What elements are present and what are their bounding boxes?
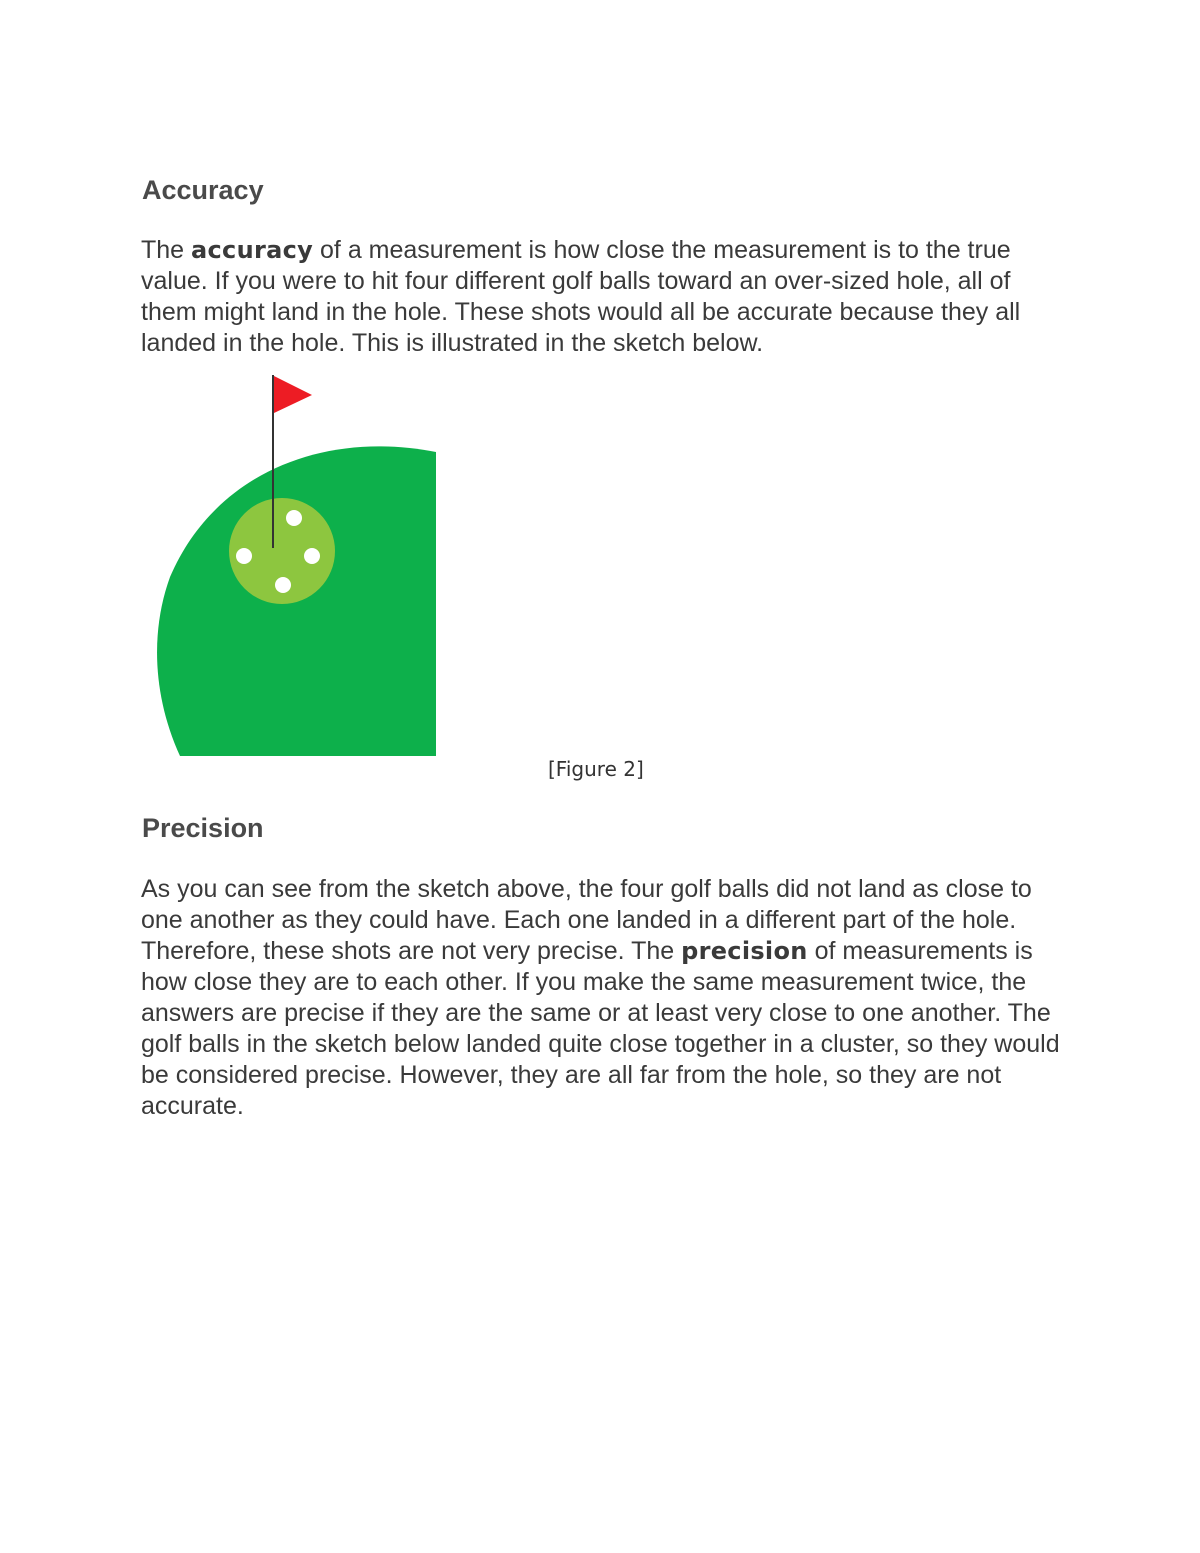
figure-caption: [Figure 2] [548,757,644,781]
precision-paragraph-lead: As you can see from the sketch above, the four golf balls did not land as close to one another as they could have. Each one landed in a different part of the hole. Therefore, these shots are not very precise. The [141,875,1032,965]
golf-ball [286,510,302,526]
accuracy-paragraph-lead: The [141,236,192,264]
accuracy-paragraph [141,235,1066,359]
golf-ball [236,548,252,564]
golf-ball [304,548,320,564]
accuracy-term: accuracy [191,236,314,264]
accuracy-paragraph-rest: of a measurement is how close the measurement is to the true value. If you were to hit four different golf balls toward an over-sized hole, all of them might land in the hole. These shots would all be accurate because they all landed in the hole. This is illustrated in the sketch below. [141,236,1021,357]
accuracy-heading: Accuracy [142,175,264,205]
precision-term: precision [681,937,808,965]
golf-ball [275,577,291,593]
precision-paragraph [141,874,1066,1122]
golf-green-figure [155,372,440,760]
flag [274,376,312,413]
precision-heading: Precision [142,813,264,843]
precision-paragraph-rest: of measurements is how close they are to each other. If you make the same measurement twice, the answers are precise if they are the same or at least very close to one another. The golf balls in the sketch below landed quite close together in a cluster, so they would be considered precise. However, they are all far from the hole, so they are not accurate. [141,937,1060,1120]
